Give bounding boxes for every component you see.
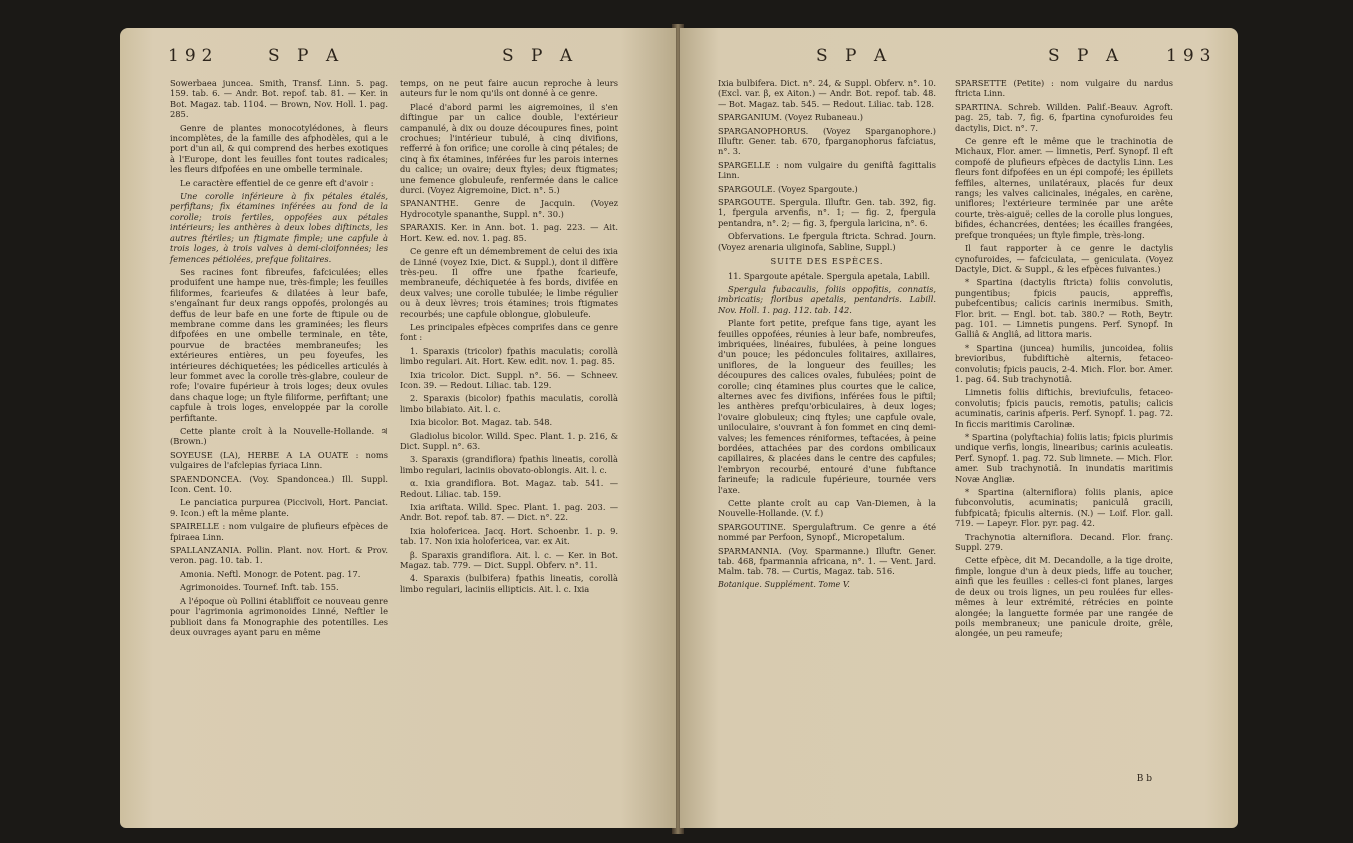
left-page [120, 28, 676, 828]
paragraph: Les principales efpèces comprifes dans ce genre font : [400, 321, 618, 343]
paragraph: Ce genre eft le même que le trachinotia de Michaux, Flor. amer. — limnetis, Perf. Synopf. Il eft compofé de plufieurs efpèces de dactylis Linn. Les fleurs font difpofées en un épi compofé; les épillets feffiles, alternes, unilatéraux, placés fur deux rangs; les valves calicinales, inégales, en carène, uniflores; l'extérieure terminée par une arête courte, très-aiguë; celles de la corolle plus longues, bifides, échancrées, dentées; les écailles frangées, prefque tronquées; un ftyle fimple, très-long. [955, 136, 1173, 240]
paragraph: * Spartina (juncea) humilis, juncoidea, foliis brevioribus, fubdiftichè alternis, fetaceo-convolutis; fpicis paucis, 2-4. Mich. Flor. bor. Amer. 1. pag. 64. Sub trachynotiâ. [955, 342, 1173, 384]
paragraph: Ixia bulbifera. Dict. n°. 24, & Suppl. Obferv. n°. 10. (Excl. var. β, ex Aiton.) — Andr. Bot. repof. tab. 48. — Bot. Magaz. tab. 545. — Redout. Liliac. tab. 128. [718, 78, 936, 109]
entry: SPALLANZANIA. Pollin. Plant. nov. Hort. & Prov. veron. pag. 10. tab. 1. [170, 545, 388, 566]
right-page [680, 28, 1238, 828]
paragraph: A l'époque où Pollini établiffoit ce nouveau genre pour l'agrimonia agrimonoides Linné, Neftler le publioit dans fa Monographie des potentilles. Les deux ouvrages ayant paru en même [170, 595, 388, 637]
text-column [955, 78, 1173, 642]
paragraph: Sowerbaea juncea. Smith, Transf. Linn. 5. pag. 159. tab. 6. — Andr. Bot. repof. tab. 81. — Ker. in Bot. Magaz. tab. 1104. — Brown, Nov. Holl. 1. pag. 285. [170, 78, 388, 120]
paragraph: Agrimonoides. Tournef. Inft. tab. 155. [180, 582, 339, 593]
paragraph: Plante fort petite, prefque fans tige, ayant les feuilles oppofées, réunies à leur bafe, nombreufes, imbriquées, linéaires, fubulées, à peine longues d'un pouce; les pédoncules folitaires, axillaires, uniflores, de la longueur des feuilles; les découpures des calices ovales, fubulées; point de corolle; cinq étamines plus courtes que le calice, alternes avec fes divifions, inférées fous le piftil; les anthères prefqu'orbiculaires, à deux loges; l'ovaire globuleux; cinq ftyles; une capfule ovale, uniloculaire, s'ouvrant à fon fommet en cinq demi-valves; les femences réniformes, teftacées, à peine bordées, attachées par des cordons ombilicaux capillaires, & placées dans le centre des capfules; l'embryon recourbé, entouré d'une fubftance farineufe; la radicule fupérieure, tournée vers l'axe. [718, 318, 936, 495]
paragraph: Il faut rapporter à ce genre le dactylis cynofuroides, — fafciculata, — geniculata. (Voyez Dactyle, Dict. & Suppl., & les efpèces fuivantes.) [955, 243, 1173, 274]
paragraph: 11. Spargoute apétale. Spergula apetala, Labill. [728, 270, 931, 281]
text-column [400, 78, 618, 597]
paragraph: 1. Sparaxis (tricolor) fpathis maculatis; corollà limbo regulari. Ait. Hort. Kew. edit. nov. 1. pag. 85. [400, 345, 618, 367]
paragraph: β. Sparaxis grandiflora. Ait. l. c. — Ker. in Bot. Magaz. tab. 779. — Dict. Suppl. Obferv. n°. 11. [400, 549, 618, 571]
running-head: S P A [268, 46, 345, 66]
entry: SPARGANIUM. (Voyez Rubaneau.) [718, 112, 863, 123]
entry: SPARMANNIA. (Voy. Sparmanne.) Illuftr. Gener. tab. 468, fparmannia africana, n°. 1. — Vent. Jard. Malm. tab. 78. — Curtis, Magaz. tab. 516. [718, 545, 936, 577]
paragraph: Cette plante croît à la Nouvelle-Hollande. ♃ (Brown.) [170, 426, 388, 447]
paragraph: Cette plante croît au cap Van-Diemen, à la Nouvelle-Hollande. (V. f.) [718, 498, 936, 519]
paragraph: Cette efpèce, dit M. Decandolle, a la tige droite, fimple, longue d'un à deux pieds, liffe au toucher, ainfi que les feuilles : celles-ci font planes, larges de deux ou trois lignes, un peu roulées fur elles-mêmes à leur extrémité, rétrécies en pointe alongée; la languette formée par une rangée de poils membraneux; une panicule droite, grêle, alongée, un peu rameufe; [955, 555, 1173, 639]
signature-mark: B b [1136, 774, 1152, 784]
paragraph: temps, on ne peut faire aucun reproche à leurs auteurs fur le nom qu'ils ont donné à ce genre. [400, 78, 618, 99]
page-number: 192 [168, 46, 219, 66]
entry: SPARSETTE (Petite) : nom vulgaire du nardus ftricta Linn. [955, 78, 1173, 99]
paragraph: Amonia. Neftl. Monogr. de Potent. pag. 17. [180, 568, 361, 579]
entry: SPARTINA. Schreb. Willden. Palif.-Beauv. Agroft. pag. 25, tab. 7, fig. 6, fpartina cynofuroides feu dactylis, Dict. n°. 7. [955, 101, 1173, 133]
entry: SPAIRELLE : nom vulgaire de plufieurs efpèces de fpiraea Linn. [170, 521, 388, 542]
paragraph: Limnetis foliis diftichis, breviufculis, fetaceo-convolutis; fpicis paucis, remotis, patulis; calicis acuminatis, carinis afperis. Perf. Synopf. 1. pag. 72. In ficcis maritimis Carolinæ. [955, 387, 1173, 429]
running-head: S P A [1048, 46, 1125, 66]
paragraph: Obfervations. Le fpergula ftricta. Schrad. Journ. (Voyez arenaria uliginofa, Sabline, Suppl.) [718, 231, 936, 252]
paragraph: Gladiolus bicolor. Willd. Spec. Plant. 1. p. 216, & Dict. Suppl. n°. 63. [400, 430, 618, 451]
paragraph: * Spartina (alterniflora) foliis planis, apice fubconvolutis, acuminatis; paniculâ gracili, fubfpicatâ; fpiculis alternis. (N.) — Loif. Flor. gall. 719. — Lapeyr. Flor. pyr. pag. 42. [955, 487, 1173, 529]
paragraph: Ce genre eft un démembrement de celui des ixia de Linné (voyez Ixie, Dict. & Suppl.), dont il diffère très-peu. Il offre une fpathe fcarieufe, membraneufe, déchiquetée à fes bords, divifée en deux valves; une corolle tubulée; le limbe régulier ou à deux lèvres; trois étamines; trois ftigmates recourbés; une capfule oblongue, globuleufe. [400, 246, 618, 319]
paragraph: * Spartina (polyftachia) foliis latis; fpicis plurimis undique verfis, longis, linearibus; carinis aculeatis. Perf. Synopf. 1. pag. 72. Sub limnete. — Mich. Flor. amer. Sub trachynotiâ. In inundatis maritimis Novæ Angliæ. [955, 432, 1173, 484]
footer-title: Botanique. Supplément. Tome V. [718, 579, 850, 589]
section-heading: SUITE DES ESPÈCES. [770, 256, 884, 267]
paragraph: Ixia holofericea. Jacq. Hort. Schoenbr. 1. p. 9. tab. 17. Non ixia holofericea, var. ex Ait. [400, 525, 618, 547]
running-head: S P A [816, 46, 893, 66]
paragraph: Le panciatica purpurea (Piccivoli, Hort. Panciat. 9. Icon.) eft la même plante. [170, 497, 388, 518]
entry: SPAENDONCEA. (Voy. Spandoncea.) Ill. Suppl. Icon. Cent. 10. [170, 473, 388, 495]
entry: SPARGOUTINE. Spergulaftrum. Ce genre a été nommé par Perfoon, Synopf., Micropetalum. [718, 521, 936, 543]
entry: SPARGANOPHORUS. (Voyez Sparganophore.) Illuftr. Gener. tab. 670, fparganophorus fafciatus, n°. 3. [718, 125, 936, 157]
paragraph: α. Ixia grandiflora. Bot. Magaz. tab. 541. — Redout. Liliac. tab. 159. [400, 478, 618, 499]
entry: SPANANTHE. Genre de Jacquin. (Voyez Hydrocotyle spananthe, Suppl. n°. 30.) [400, 198, 618, 219]
paragraph: Placé d'abord parmi les aigremoines, il s'en diftingue par un calice double, l'extérieur campanulé, à dix ou douze découpures fines, point crochues; l'intérieur tubulé, à cinq divifions, refferré à fon orifice; une corolle à cinq pétales; de cinq à fix étamines, inférées fur les parois internes du calice; un ovaire; deux ftyles; deux ftigmates; une femence globuleufe, renfermée dans le calice durci. (Voyez Aigremoine, Dict. n°. 5.) [400, 101, 618, 196]
entry: SPARGOULE. (Voyez Spargoute.) [718, 183, 858, 194]
paragraph: Ses racines font fibreufes, fafciculées; elles produifent une hampe nue, très-fimple; les feuilles filiformes, fcarieufes & dilatées à leur bafe, s'engaînant fur deux rangs oppofés, prolongés au deffus de leur bafe en une forte de ftipule ou de membrane comme dans les graminées; les fleurs difpofées en une ombelle terminale, en tête, pourvue de bractées membraneufes; les extérieures entières, un peu foyeufes, les intérieures déchiquetées; les pédicelles articulés à leur fommet avec la corolle très-glabre, couleur de rofe; l'ovaire fupérieur à trois loges; deux ovules dans chaque loge; un ftyle filiforme, perfiftant; une capfule à trois loges, enveloppée par la corolle perfiftante. [170, 266, 388, 423]
entry: SPARAXIS. Ker. in Ann. bot. 1. pag. 223. — Ait. Hort. Kew. ed. nov. 1. pag. 85. [400, 222, 618, 243]
right-page-header [680, 46, 1238, 70]
paragraph: Le caractère effentiel de ce genre eft d'avoir : [180, 177, 374, 188]
paragraph: Genre de plantes monocotylédones, à fleurs incomplètes, de la famille des afphodèles, qui a le port d'un ail, & qui comprend des herbes exotiques à l'Europe, dont les feuilles font toutes radicales; les fleurs difpofées en une ombelle terminale. [170, 122, 388, 175]
running-head: S P A [502, 46, 579, 66]
text-column [170, 78, 388, 640]
paragraph: Ixia bicolor. Bot. Magaz. tab. 548. [410, 417, 553, 428]
paragraph: Ixia tricolor. Dict. Suppl. n°. 56. — Schneev. Icon. 39. — Redout. Liliac. tab. 129. [400, 369, 618, 390]
page-number: 193 [1166, 46, 1217, 66]
paragraph: 3. Sparaxis (grandiflora) fpathis lineatis, corollà limbo regulari, laciniis obovato-oblongis. Ait. l. c. [400, 454, 618, 475]
left-page-header [120, 46, 676, 70]
paragraph: Ixia ariftata. Willd. Spec. Plant. 1. pag. 203. — Andr. Bot. repof. tab. 87. — Dict. n°. 22. [400, 502, 618, 523]
paragraph: Spergula fubacaulis, foliis oppofitis, connatis, imbricatis; floribus apetalis, pentandris. Labill. Nov. Holl. 1. pag. 112. tab. 142. [718, 283, 936, 315]
paragraph: 2. Sparaxis (bicolor) fpathis maculatis, corollà limbo bilabiato. Ait. l. c. [400, 393, 618, 414]
text-column [718, 78, 936, 593]
paragraph: 4. Sparaxis (bulbifera) fpathis lineatis, corollà limbo regulari, laciniis ellipticis. Ait. l. c. Ixia [400, 573, 618, 594]
entry: SPARGOUTE. Spergula. Illuftr. Gen. tab. 392, fig. 1, fpergula arvenfis, n°. 1; — fig. 2, fpergula pentandra, n°. 2; — fig. 3, fpergula laricina, n°. 6. [718, 197, 936, 228]
paragraph: Une corolle inférieure à fix pétales étalés, perfiftans; fix étamines inférées au fond de la corolle; trois fertiles, oppofées aux pétales intérieurs; les anthères à deux lobes diftincts, les autres ftériles; un ftigmate fimple; une capfule à trois loges, à trois valves à demi-cloifonnées; les femences pétiolées, prefque folitaires. [170, 191, 388, 264]
entry: SOYEUSE (LA), HERBE A LA OUATE : noms vulgaires de l'afclepias fyriaca Linn. [170, 449, 388, 471]
paragraph: Trachynotia alterniflora. Decand. Flor. franç. Suppl. 279. [955, 531, 1173, 553]
entry: SPARGELLE : nom vulgaire du geniftâ fagittalis Linn. [718, 159, 936, 181]
paragraph: * Spartina (dactylis ftricta) foliis convolutis, pungentibus; fpicis paucis, appreffis, pubefcentibus; calicis carinis inermibus. Smith, Flor. brit. — Engl. bot. tab. 380.? — Roth, Beytr. pag. 101. — Limnetis pungens. Perf. Synopf. In Galliâ & Angliâ, ad littora maris. [955, 277, 1173, 340]
